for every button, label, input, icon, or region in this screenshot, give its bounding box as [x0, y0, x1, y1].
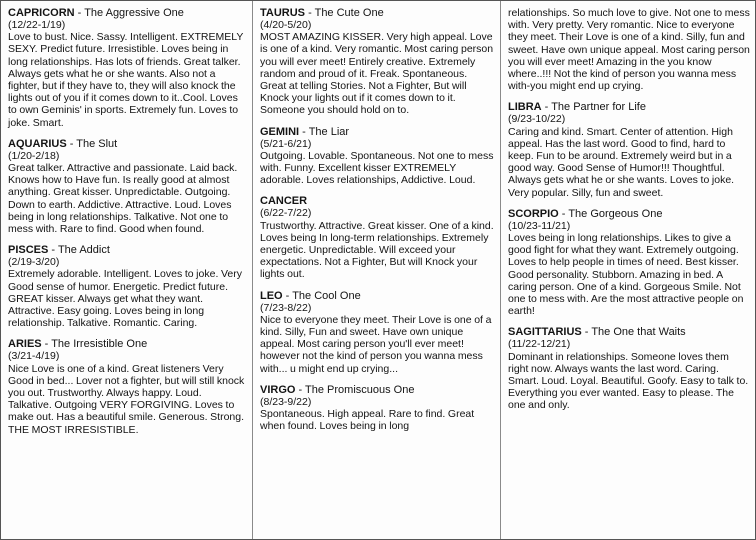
- sign-name: PISCES: [8, 244, 49, 257]
- sign-taurus: [260, 7, 494, 117]
- sign-description: MOST AMAZING KISSER. Very high appeal. Love is one of a kind. Very romantic. Most caring person you will ever meet! Entirely creative. Extremely random and proud of it. Freak. Spontaneous. Great at telling Stories. Not a Fighter, But will Knock your lights out if it comes down to it. Someone you should hold on to.: [260, 31, 494, 117]
- sign-description: Spontaneous. High appeal. Rare to find. Great when found. Loves being in long: [260, 408, 475, 433]
- title-separator: -: [66, 137, 77, 150]
- sign-nickname: The Cool One: [292, 289, 361, 302]
- sign-title: [8, 138, 246, 150]
- sign-name: GEMINI: [260, 125, 300, 138]
- sign-nickname: The Aggressive One: [84, 7, 184, 19]
- sign-aquarius: [8, 138, 246, 235]
- title-separator: -: [581, 326, 592, 339]
- sign-name: LIBRA: [508, 101, 542, 114]
- title-separator: -: [74, 7, 85, 19]
- sign-leo: [260, 290, 494, 375]
- sign-name: CANCER: [260, 195, 308, 208]
- sign-name: TAURUS: [260, 7, 306, 19]
- sign-title: [8, 7, 246, 19]
- sign-title: [260, 195, 494, 207]
- sign-title: [260, 384, 494, 396]
- sign-dates: (6/22-7/22): [260, 207, 312, 220]
- sign-pisces: [8, 244, 246, 329]
- title-separator: -: [299, 125, 309, 138]
- title-separator: -: [558, 207, 569, 220]
- sign-nickname: The Cute One: [314, 7, 384, 19]
- sign-title: [8, 244, 246, 256]
- sign-title: [508, 208, 750, 220]
- sign-description: Nice to everyone they meet. Their Love is one of a kind. Silly, Fun and sweet. Have own unique appeal. Most caring person you'll ever meet! however not the kind of person you wanna mess with... u might end up crying...: [260, 313, 492, 375]
- sign-libra: [508, 101, 750, 198]
- sign-name: CAPRICORN: [8, 7, 75, 19]
- sign-name: ARIES: [8, 338, 42, 351]
- sign-dates: (5/21-6/21): [260, 137, 312, 150]
- sign-title: [508, 326, 750, 338]
- sign-description: Love to bust. Nice. Sassy. Intelligent. EXTREMELY SEXY. Predict future. Irresistible. Loves being in long relationships. Has lots of friends. Great talker. Always gets what he or she wants. Also not a fighter, but if they have to, they will also knock the lights out of you if it comes down to it..Cool. Loves to own Geminis' in sports. Extremely fun. Loves to joke. Smart.: [8, 31, 244, 129]
- sign-nickname: The Promiscuous One: [305, 383, 415, 396]
- sign-dates: (12/22-1/19): [8, 19, 66, 31]
- sign-description: Trustworthy. Attractive. Great kisser. One of a kind. Loves being In long-term relationships. Extremely energetic. Unpredictable. Will exceed your expectations. Not a Fighter, But will Knock your lights out.: [260, 219, 494, 281]
- sign-dates: (9/23-10/22): [508, 113, 566, 126]
- sign-description: Great talker. Attractive and passionate. Laid back. Knows how to Have fun. Is really good at almost anything. Great kisser. Unpredictable. Outgoing. Down to earth. Addictive. Attractive. Loud. Loves being in long relationships. Talkative. Not one to mess with. Rare to find. Good when found.: [8, 162, 238, 236]
- sign-name: LEO: [260, 289, 283, 302]
- sign-description: Outgoing. Lovable. Spontaneous. Not one to mess with. Funny. Excellent kisser EXTREMELY adorable. Loves relationships, Addictive. Loud.: [260, 149, 494, 187]
- sign-title: [260, 290, 494, 302]
- title-separator: -: [305, 7, 315, 19]
- sign-capricorn: [8, 7, 246, 129]
- sign-description: Loves being in long relationships. Likes to give a good fight for what they want. Extremely outgoing. Loves to help people in times of need. Best kisser. Good personality. Stubborn. Amazing in bed. A caring person. One of a kind. Gorgeous Smile. Not one to mess with. Are the most attractive people on earth!: [508, 232, 744, 318]
- sign-dates: (1/20-2/18): [8, 149, 60, 162]
- sign-dates: (4/20-5/20): [260, 19, 312, 31]
- sign-aries: [8, 338, 246, 435]
- title-separator: -: [48, 244, 58, 257]
- sign-description: Caring and kind. Smart. Center of attention. High appeal. Has the last word. Good to find, hard to keep. Fun to be around. Extremely weird but in a good way. Good Sense of Humor!!! Thoughtful. Always gets what he or she wants. Loves to joke. Very popular. Silly, fun and sweet.: [508, 125, 735, 199]
- sign-sagittarius: [508, 326, 750, 411]
- sign-description: relationships. So much love to give. Not one to mess with. Very pretty. Very romantic. Nice to everyone they meet. Their Love is one of a kind. Silly, fun and sweet. Have own unique appeal. Most caring person you will ever meet! Amazing in the you know where..!!! Not the kind of person you wanna mess with-you might end up crying.: [508, 7, 750, 93]
- sign-title: [260, 7, 494, 19]
- sign-title: [260, 126, 494, 138]
- sign-nickname: The Liar: [308, 125, 350, 138]
- sign-name: VIRGO: [260, 383, 296, 396]
- sign-dates: (2/19-3/20): [8, 256, 60, 269]
- title-separator: -: [541, 101, 552, 114]
- sign-nickname: The One that Waits: [591, 326, 686, 339]
- sign-description: Nice Love is one of a kind. Great listeners Very Good in bed... Lover not a fighter, but will still knock you out. Trustworthy. Always happy. Loud. Talkative. Outgoing VERY FORGIVING. Loves to make out. Has a beautiful smile. Generous. Strong. THE MOST IRRESISTIBLE.: [8, 362, 245, 436]
- column-3: [501, 1, 756, 539]
- sign-description: Dominant in relationships. Someone loves them right now. Always wants the last word. Caring. Smart. Loud. Loyal. Beautiful. Goofy. Easy to talk to. Everything you ever wanted. Easy to please. The one and only.: [508, 350, 749, 412]
- sign-dates: (3/21-4/19): [8, 350, 60, 363]
- title-separator: -: [295, 383, 306, 396]
- sign-nickname: The Irresistible One: [51, 338, 148, 351]
- sign-virgo-continued: [508, 7, 750, 92]
- sign-title: [508, 101, 750, 113]
- sign-description: Extremely adorable. Intelligent. Loves to joke. Very Good sense of humor. Energetic. Predict future. GREAT kisser. Always get what they want. Attractive. Easy going. Loves being in long relationship. Talkative. Romantic. Caring.: [8, 268, 242, 330]
- sign-dates: (8/23-9/22): [260, 395, 312, 408]
- sign-nickname: The Slut: [76, 137, 118, 150]
- sign-dates: (10/23-11/21): [508, 219, 571, 232]
- column-1: [1, 1, 253, 539]
- sign-cancer: [260, 195, 494, 280]
- title-separator: -: [282, 289, 293, 302]
- sign-name: SCORPIO: [508, 207, 559, 220]
- column-2: [253, 1, 501, 539]
- title-separator: -: [41, 338, 52, 351]
- sign-dates: (7/23-8/22): [260, 301, 312, 314]
- sign-gemini: [260, 126, 494, 187]
- sign-dates: (11/22-12/21): [508, 338, 571, 351]
- sign-nickname: The Gorgeous One: [568, 207, 663, 220]
- sign-virgo: [260, 384, 494, 433]
- sign-title: [8, 338, 246, 350]
- sign-name: AQUARIUS: [8, 137, 67, 150]
- sign-scorpio: [508, 208, 750, 318]
- sign-nickname: The Partner for Life: [551, 101, 646, 114]
- sign-nickname: The Addict: [57, 244, 110, 257]
- sign-name: SAGITTARIUS: [508, 326, 582, 339]
